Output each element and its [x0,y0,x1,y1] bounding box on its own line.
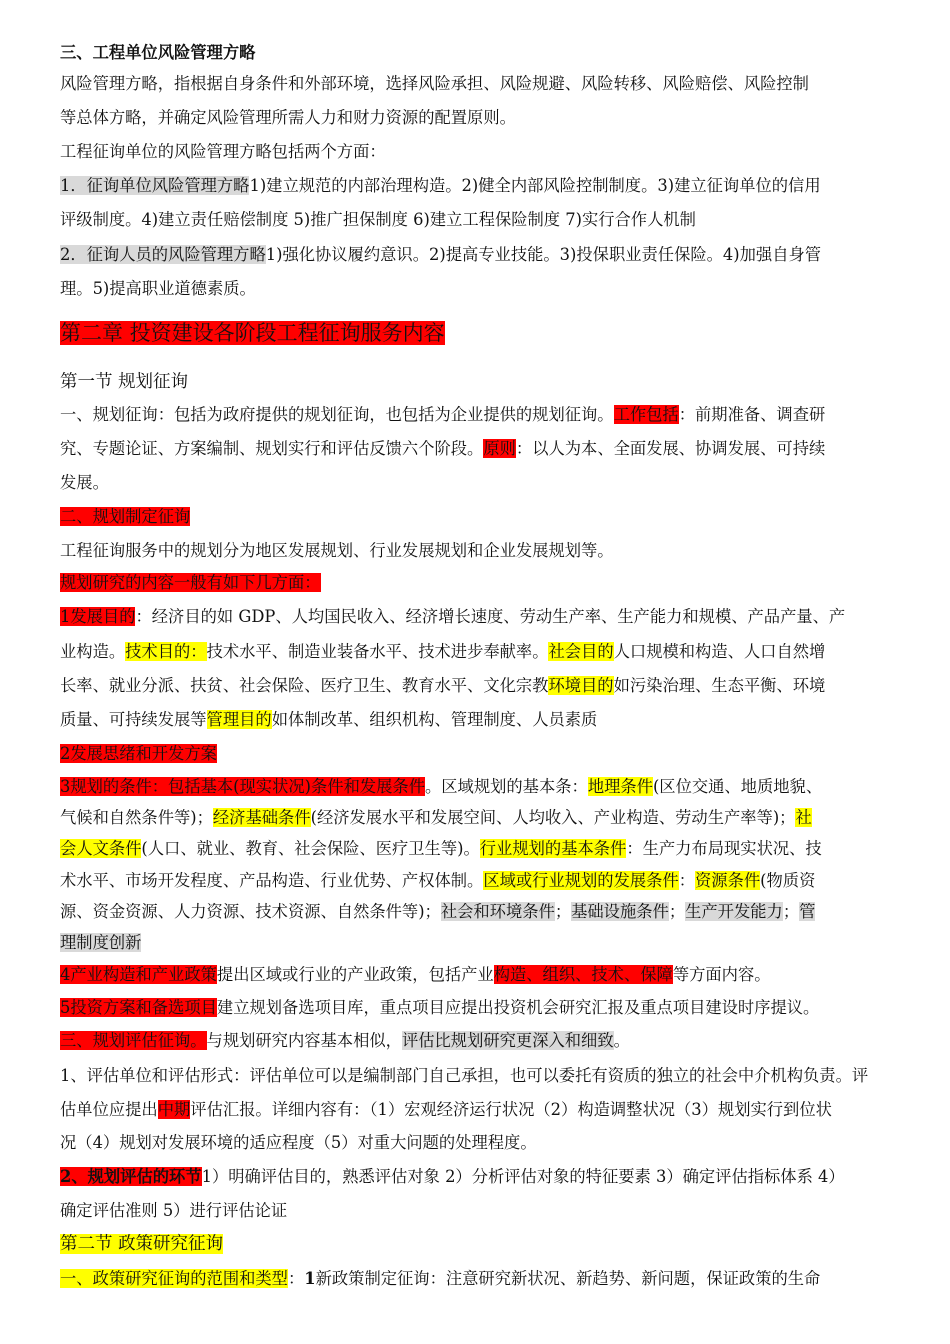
paragraph-line: 工程征询单位的风险管理方略包括两个方面： [60,142,386,161]
text: 。 [613,1031,630,1050]
text: 术水平、市场开发程度、产品构造、行业优势、产权体制。 [60,871,484,890]
highlight-red: 5投资方案和备选项目 [60,998,217,1017]
subheading [60,1024,892,1058]
text: (经济发展水平和发展空间、人均收入、产业构造、劳动生产率等)； [310,808,796,827]
highlight-red: 3规划的条件：包括基本(现实状况)条件和发展条件 [60,777,425,796]
highlight-yellow: 技术目的： [125,642,207,661]
text: 长率、就业分派、扶贫、社会保险、医疗卫生、教育水平、文化宗教 [60,676,549,695]
chapter-title [60,318,892,348]
paragraph-line [60,801,892,835]
highlight-yellow: 资源条件 [695,871,761,890]
list-item [60,600,892,634]
paragraph-line: 理。5)提高职业道德素质。 [60,279,256,298]
text: (人口、就业、教育、社会保险、医疗卫生等)。 [141,839,480,858]
highlight-yellow: 行业规划的基本条件 [479,839,627,858]
highlight-red: 1发展目的 [60,607,136,626]
text: ：生产力布局现实状况、技 [626,839,822,858]
subheading [60,500,892,534]
text: 等方面内容。 [672,965,771,984]
paragraph-line: 工程征询服务中的规划分为地区发展规划、行业发展规划和企业发展规划等。 [60,541,614,560]
highlight-red: 规划研究的内容一般有如下几方面： [60,573,321,592]
highlight-yellow: 经济基础条件 [212,808,311,827]
highlight-yellow: 区域或行业规划的发展条件 [483,871,679,890]
section-title: 第一节 规划征询 [60,372,189,392]
paragraph-line [60,1093,892,1127]
highlight-yellow: 会人文条件 [60,839,142,858]
text: 人口规模和构造、人口自然增 [613,642,826,661]
paragraph-line [60,864,892,898]
text: (区位交通、地质地貌、 [652,777,823,796]
text: 如体制改革、组织机构、管理制度、人员素质 [271,710,598,729]
text: 技术水平、制造业装备水平、技术进步奉献率。 [206,642,549,661]
highlight-red: 2发展思绪和开发方案 [60,744,217,763]
paragraph-line: 评级制度。4)建立责任赔偿制度 5)推广担保制度 6)建立工程保险制度 7)实行合作人机制 [60,210,696,229]
paragraph-line: 风险管理方略，指根据自身条件和外部环境，选择风险承担、风险规避、风险转移、风险赔偿、风险控制 [60,74,809,93]
list-item [60,1262,892,1296]
chapter-title-text: 第二章 投资建设各阶段工程征询服务内容 [60,321,445,345]
highlight-red: 构造、组织、技术、保障 [493,965,673,984]
text: 究、专题论证、方案编制、规划实行和评估反馈六个阶段。 [60,439,484,458]
paragraph-line: 况（4）规划对发展环境的适应程度（5）对重大问题的处理程度。 [60,1133,537,1152]
text: ： [678,871,696,890]
highlight-yellow: 社会目的 [548,642,614,661]
item-title: 2．征询人员的风险管理方略 [60,245,266,264]
highlight-red: 原则 [483,439,516,458]
text: 新政策制定征询：注意研究新状况、新趋势、新问题，保证政策的生命 [315,1269,821,1288]
highlight-red: 工作包括 [613,405,679,424]
highlight-yellow: 第二节 政策研究征询 [60,1234,224,1254]
highlight-yellow: 社 [795,808,812,827]
section-title [60,1227,892,1261]
section-heading-strategy: 三、工程单位风险管理方略 [60,43,256,62]
text: 估单位应提出 [60,1100,158,1119]
list-item [60,1160,892,1194]
paragraph-line [60,926,892,960]
highlight-red: 中期 [157,1100,191,1119]
item-text: 1)强化协议履约意识。2)提高专业技能。3)投保职业责任保险。4)加强自身管 [265,245,822,264]
paragraph-line [60,432,892,466]
highlight-red: 2、规划评估的环节 [60,1167,202,1186]
list-item [60,770,892,804]
highlight-gray: 基础设施条件 [571,902,669,921]
paragraph-line [60,669,892,703]
paragraph-line: 发展。 [60,473,109,492]
paragraph-line [60,895,892,929]
list-item [60,958,892,992]
text: ； [668,902,686,921]
paragraph-line [60,832,892,866]
text: ； [782,902,800,921]
text: 1 [304,1269,316,1288]
paragraph-line [60,398,892,432]
text: 气候和自然条件等)； [60,808,213,827]
text: 与规划研究内容基本相似， [206,1031,402,1050]
text: 评估汇报。详细内容有：（1）宏观经济运行状况（2）构造调整状况（3）规划实行到位状 [190,1100,832,1119]
text: 。区域规划的基本条： [424,777,588,796]
text: ：前期准备、调查研 [678,405,826,424]
item-title: 1．征询单位风险管理方略 [60,176,250,195]
highlight-red: 4产业构造和产业政策 [60,965,217,984]
list-item [60,238,892,272]
text: ：经济目的如 GDP、人均国民收入、经济增长速度、劳动生产率、生产能力和规模、产品产量、产 [135,607,846,626]
highlight-yellow: 一、政策研究征询的范围和类型 [60,1269,288,1288]
paragraph-line [60,703,892,737]
highlight-red: 三、规划评估征询。 [60,1031,207,1050]
highlight-gray: 管 [799,902,816,921]
paragraph-line: 确定评估准则 5）进行评估论证 [60,1201,288,1220]
list-item [60,991,892,1025]
highlight-gray: 社会和环境条件 [440,902,555,921]
list-item [60,169,892,203]
paragraph-line [60,635,892,669]
text: (物质资 [760,871,816,890]
text: ； [554,902,572,921]
text: 业构造。 [60,642,126,661]
highlight-gray: 生产开发能力 [685,902,783,921]
highlight-red: 二、规划制定征询 [60,507,191,526]
paragraph-line: 等总体方略，并确定风险管理所需人力和财力资源的配置原则。 [60,108,516,127]
text: 质量、可持续发展等 [60,710,207,729]
highlight-gray: 理制度创新 [60,933,142,952]
text: ： [287,1269,305,1288]
text: 建立规划备选项目库，重点项目应提出投资机会研究汇报及重点项目建设时序提议。 [216,998,820,1017]
text: 一、规划征询：包括为政府提供的规划征询，也包括为企业提供的规划征询。 [60,405,614,424]
list-item [60,737,892,771]
subheading [60,566,892,600]
highlight-yellow: 环境目的 [548,676,614,695]
text: ：以人为本、全面发展、协调发展、可持续 [515,439,826,458]
paragraph-line: 1、评估单位和评估形式：评估单位可以是编制部门自己承担，也可以委托有资质的独立的社会中介机构负责。评 [60,1066,869,1085]
highlight-yellow: 管理目的 [206,710,272,729]
highlight-yellow: 地理条件 [587,777,653,796]
text: 1）明确评估目的，熟悉评估对象 2）分析评估对象的特征要素 3）确定评估指标体系 4） [201,1167,845,1186]
item-text: 1)建立规范的内部治理构造。2)健全内部风险控制制度。3)建立征询单位的信用 [249,176,821,195]
text: 如污染治理、生态平衡、环境 [613,676,826,695]
text: 提出区域或行业的产业政策，包括产业 [216,965,494,984]
highlight-gray: 评估比规划研究更深入和细致 [401,1031,614,1050]
text: 源、资金资源、人力资源、技术资源、自然条件等)； [60,902,441,921]
